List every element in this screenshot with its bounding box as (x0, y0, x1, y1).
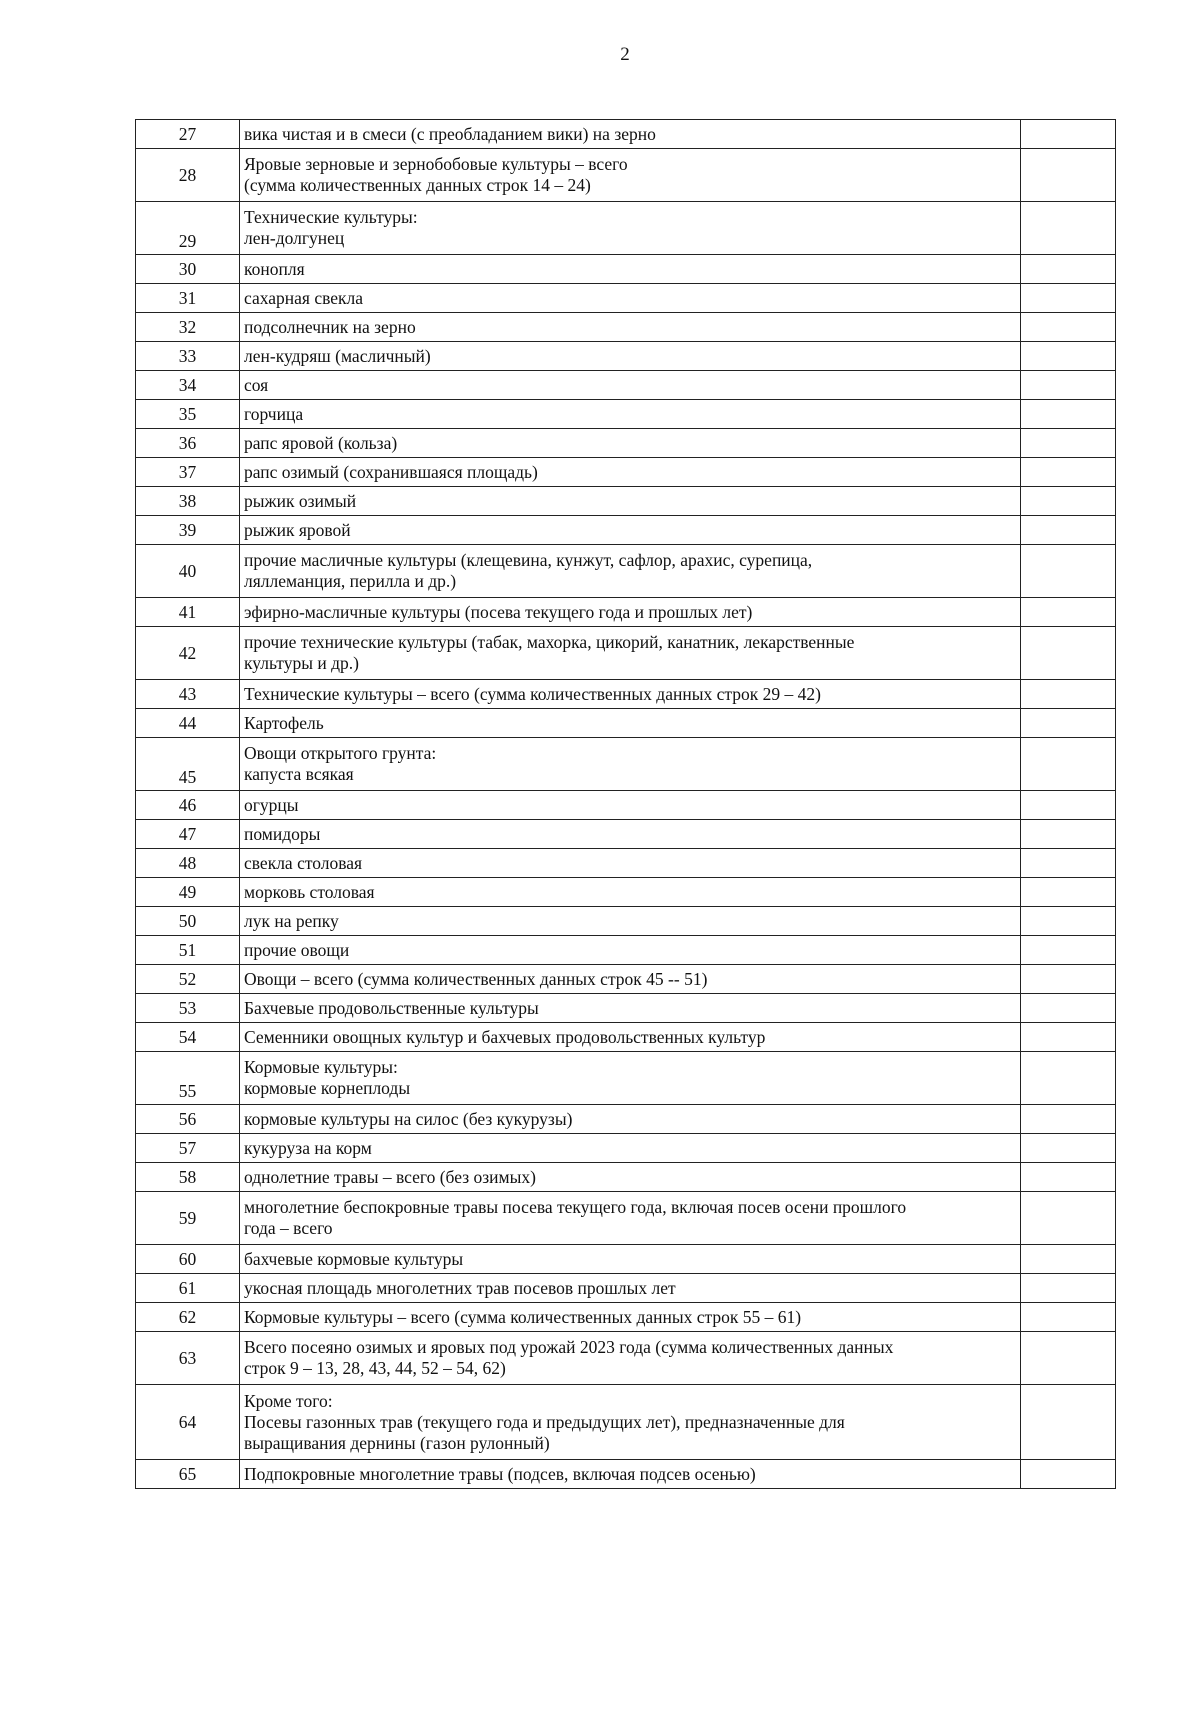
row-number: 44 (136, 709, 240, 738)
value-cell[interactable] (1021, 1303, 1116, 1332)
value-cell[interactable] (1021, 1134, 1116, 1163)
row-label (240, 1023, 1021, 1052)
row-label (240, 1274, 1021, 1303)
value-cell[interactable] (1021, 791, 1116, 820)
row-text: бахчевые кормовые культуры (244, 1248, 464, 1269)
row-label (240, 1245, 1021, 1274)
row-number: 60 (136, 1245, 240, 1274)
row-text: кормовые корнеплоды (244, 1078, 411, 1098)
row-label (240, 487, 1021, 516)
table-row (136, 342, 1116, 371)
table-row (136, 1303, 1116, 1332)
row-label (240, 255, 1021, 284)
table-row (136, 487, 1116, 516)
page-number: 2 (620, 44, 630, 65)
row-label (240, 1332, 1021, 1385)
row-label (240, 429, 1021, 458)
row-text: Подпокровные многолетние травы (подсев, включая подсев осенью) (244, 1463, 756, 1484)
row-label (240, 1134, 1021, 1163)
section-heading: Технические культуры: (244, 207, 418, 227)
row-label (240, 709, 1021, 738)
row-number: 47 (136, 820, 240, 849)
row-text: соя (244, 374, 269, 395)
row-number: 63 (136, 1332, 240, 1385)
table-row (136, 965, 1116, 994)
row-number: 33 (136, 342, 240, 371)
value-cell[interactable] (1021, 342, 1116, 371)
row-number: 43 (136, 680, 240, 709)
row-label (240, 791, 1021, 820)
row-label (240, 516, 1021, 545)
value-cell[interactable] (1021, 516, 1116, 545)
value-cell[interactable] (1021, 598, 1116, 627)
row-text: лук на репку (244, 910, 339, 931)
value-cell[interactable] (1021, 400, 1116, 429)
row-number: 28 (136, 149, 240, 202)
row-label (240, 1163, 1021, 1192)
table-row (136, 1105, 1116, 1134)
row-number: 40 (136, 545, 240, 598)
value-cell[interactable] (1021, 458, 1116, 487)
table-row (136, 820, 1116, 849)
table-row (136, 120, 1116, 149)
table-row (136, 1134, 1116, 1163)
row-label (240, 458, 1021, 487)
value-cell[interactable] (1021, 487, 1116, 516)
row-text: эфирно-масличные культуры (посева текущего года и прошлых лет) (244, 601, 753, 622)
value-cell[interactable] (1021, 1192, 1116, 1245)
row-label (240, 965, 1021, 994)
row-text: огурцы (244, 794, 299, 815)
row-number: 29 (136, 202, 240, 255)
table-row (136, 907, 1116, 936)
row-text: рыжик яровой (244, 519, 351, 540)
row-label (240, 1105, 1021, 1134)
row-label (240, 1052, 1021, 1105)
row-number: 54 (136, 1023, 240, 1052)
row-label (240, 738, 1021, 791)
row-text: подсолнечник на зерно (244, 316, 416, 337)
row-number: 48 (136, 849, 240, 878)
table-row (136, 936, 1116, 965)
value-cell[interactable] (1021, 936, 1116, 965)
row-text: Овощи – всего (сумма количественных данных строк 45 -- 51) (244, 968, 708, 989)
row-text: Семенники овощных культур и бахчевых продовольственных культур (244, 1026, 766, 1047)
table-row (136, 1385, 1116, 1460)
row-text: конопля (244, 258, 305, 279)
value-cell[interactable] (1021, 1105, 1116, 1134)
row-number: 41 (136, 598, 240, 627)
value-cell[interactable] (1021, 371, 1116, 400)
row-label (240, 120, 1021, 149)
table-row (136, 994, 1116, 1023)
row-text: Яровые зерновые и зернобобовые культуры – всего (сумма количественных данных строк 14 – 24) (244, 154, 628, 195)
table-row (136, 1460, 1116, 1489)
row-number: 53 (136, 994, 240, 1023)
value-cell[interactable] (1021, 680, 1116, 709)
value-cell[interactable] (1021, 965, 1116, 994)
row-number: 52 (136, 965, 240, 994)
row-number: 27 (136, 120, 240, 149)
row-text: морковь столовая (244, 881, 375, 902)
table-row (136, 849, 1116, 878)
table-row (136, 1023, 1116, 1052)
row-number: 30 (136, 255, 240, 284)
row-text: Всего посеяно озимых и яровых под урожай 2023 года (сумма количественных данных строк 9 – 13, 28, 43, 44, 52 – 54, 62) (244, 1337, 894, 1378)
value-cell[interactable] (1021, 1163, 1116, 1192)
value-cell[interactable] (1021, 1245, 1116, 1274)
row-number: 39 (136, 516, 240, 545)
value-cell[interactable] (1021, 878, 1116, 907)
row-number: 59 (136, 1192, 240, 1245)
row-label (240, 936, 1021, 965)
table-row (136, 313, 1116, 342)
value-cell[interactable] (1021, 284, 1116, 313)
row-label (240, 371, 1021, 400)
row-number: 37 (136, 458, 240, 487)
row-number: 42 (136, 627, 240, 680)
value-cell[interactable] (1021, 1023, 1116, 1052)
row-label (240, 149, 1021, 202)
table-row (136, 627, 1116, 680)
value-cell[interactable] (1021, 907, 1116, 936)
row-label (240, 907, 1021, 936)
table-row (136, 1052, 1116, 1105)
row-number: 61 (136, 1274, 240, 1303)
row-label (240, 680, 1021, 709)
table-row (136, 255, 1116, 284)
row-label (240, 627, 1021, 680)
value-cell[interactable] (1021, 313, 1116, 342)
value-cell[interactable] (1021, 202, 1116, 255)
row-label (240, 994, 1021, 1023)
row-text: укосная площадь многолетних трав посевов прошлых лет (244, 1277, 676, 1298)
row-number: 55 (136, 1052, 240, 1105)
value-cell[interactable] (1021, 709, 1116, 738)
row-number: 57 (136, 1134, 240, 1163)
row-label (240, 202, 1021, 255)
row-label (240, 820, 1021, 849)
section-heading: Овощи открытого грунта: (244, 743, 437, 763)
table-row (136, 680, 1116, 709)
value-cell[interactable] (1021, 994, 1116, 1023)
row-text: Технические культуры – всего (сумма количественных данных строк 29 – 42) (244, 683, 821, 704)
table-row (136, 149, 1116, 202)
row-text: Кормовые культуры – всего (сумма количественных данных строк 55 – 61) (244, 1306, 802, 1327)
value-cell[interactable] (1021, 1052, 1116, 1105)
row-text: Бахчевые продовольственные культуры (244, 997, 539, 1018)
row-text: рыжик озимый (244, 490, 357, 511)
row-label (240, 849, 1021, 878)
section-heading: Кормовые культуры: (244, 1057, 398, 1077)
value-cell[interactable] (1021, 149, 1116, 202)
row-number: 32 (136, 313, 240, 342)
row-number: 49 (136, 878, 240, 907)
table-row (136, 371, 1116, 400)
row-number: 36 (136, 429, 240, 458)
row-number: 51 (136, 936, 240, 965)
value-cell[interactable] (1021, 1332, 1116, 1385)
table-row (136, 429, 1116, 458)
table-row (136, 1163, 1116, 1192)
row-text: рапс яровой (кольза) (244, 432, 398, 453)
table-row (136, 1332, 1116, 1385)
value-cell[interactable] (1021, 849, 1116, 878)
row-label (240, 1460, 1021, 1489)
row-text: прочие технические культуры (табак, махорка, цикорий, канатник, лекарственные культуры и др.) (244, 632, 855, 673)
row-label (240, 1385, 1021, 1460)
table-row (136, 791, 1116, 820)
row-text: сахарная свекла (244, 287, 364, 308)
table-row (136, 516, 1116, 545)
row-text: прочие масличные культуры (клещевина, кунжут, сафлор, арахис, сурепица, ляллеманция, перилла и др.) (244, 550, 813, 591)
value-cell[interactable] (1021, 545, 1116, 598)
row-text: капуста всякая (244, 764, 354, 784)
table-row (136, 400, 1116, 429)
row-number: 64 (136, 1385, 240, 1460)
row-label (240, 313, 1021, 342)
table-row (136, 1192, 1116, 1245)
row-number: 62 (136, 1303, 240, 1332)
value-cell[interactable] (1021, 1274, 1116, 1303)
row-text: рапс озимый (сохранившаяся площадь) (244, 461, 538, 482)
row-number: 38 (136, 487, 240, 516)
value-cell[interactable] (1021, 429, 1116, 458)
value-cell[interactable] (1021, 738, 1116, 791)
value-cell[interactable] (1021, 1385, 1116, 1460)
table-row (136, 1245, 1116, 1274)
row-label (240, 1303, 1021, 1332)
row-label (240, 400, 1021, 429)
value-cell[interactable] (1021, 627, 1116, 680)
table-row (136, 202, 1116, 255)
row-text: лен-долгунец (244, 228, 345, 248)
table-row (136, 284, 1116, 313)
table-row (136, 878, 1116, 907)
row-text: горчица (244, 403, 304, 424)
row-number: 65 (136, 1460, 240, 1489)
crops-table-body (136, 120, 1116, 1489)
table-row (136, 1274, 1116, 1303)
row-text: Картофель (244, 712, 324, 733)
row-number: 45 (136, 738, 240, 791)
table-row (136, 458, 1116, 487)
table-row (136, 709, 1116, 738)
row-text: свекла столовая (244, 852, 363, 873)
row-label (240, 598, 1021, 627)
value-cell[interactable] (1021, 1460, 1116, 1489)
row-number: 46 (136, 791, 240, 820)
row-label (240, 545, 1021, 598)
row-number: 34 (136, 371, 240, 400)
row-number: 56 (136, 1105, 240, 1134)
row-label (240, 878, 1021, 907)
row-text: однолетние травы – всего (без озимых) (244, 1166, 536, 1187)
row-text: Кроме того: Посевы газонных трав (текущего года и предыдущих лет), предназначенные для выращивания дернины (газон рулонный) (244, 1390, 845, 1453)
crops-table (135, 119, 1116, 1489)
row-number: 58 (136, 1163, 240, 1192)
value-cell[interactable] (1021, 120, 1116, 149)
row-text: лен-кудряш (масличный) (244, 345, 431, 366)
row-number: 31 (136, 284, 240, 313)
row-label (240, 284, 1021, 313)
table-row (136, 598, 1116, 627)
row-label (240, 342, 1021, 371)
row-number: 35 (136, 400, 240, 429)
row-label (240, 1192, 1021, 1245)
value-cell[interactable] (1021, 820, 1116, 849)
row-text: кормовые культуры на силос (без кукурузы) (244, 1108, 573, 1129)
row-text: помидоры (244, 823, 321, 844)
value-cell[interactable] (1021, 255, 1116, 284)
row-text: многолетние беспокровные травы посева текущего года, включая посев осени прошлого года – всего (244, 1197, 907, 1238)
row-text: вика чистая и в смеси (с преобладанием вики) на зерно (244, 123, 656, 144)
table-row (136, 738, 1116, 791)
row-text: кукуруза на корм (244, 1137, 372, 1158)
row-number: 50 (136, 907, 240, 936)
row-text: прочие овощи (244, 939, 350, 960)
table-row (136, 545, 1116, 598)
